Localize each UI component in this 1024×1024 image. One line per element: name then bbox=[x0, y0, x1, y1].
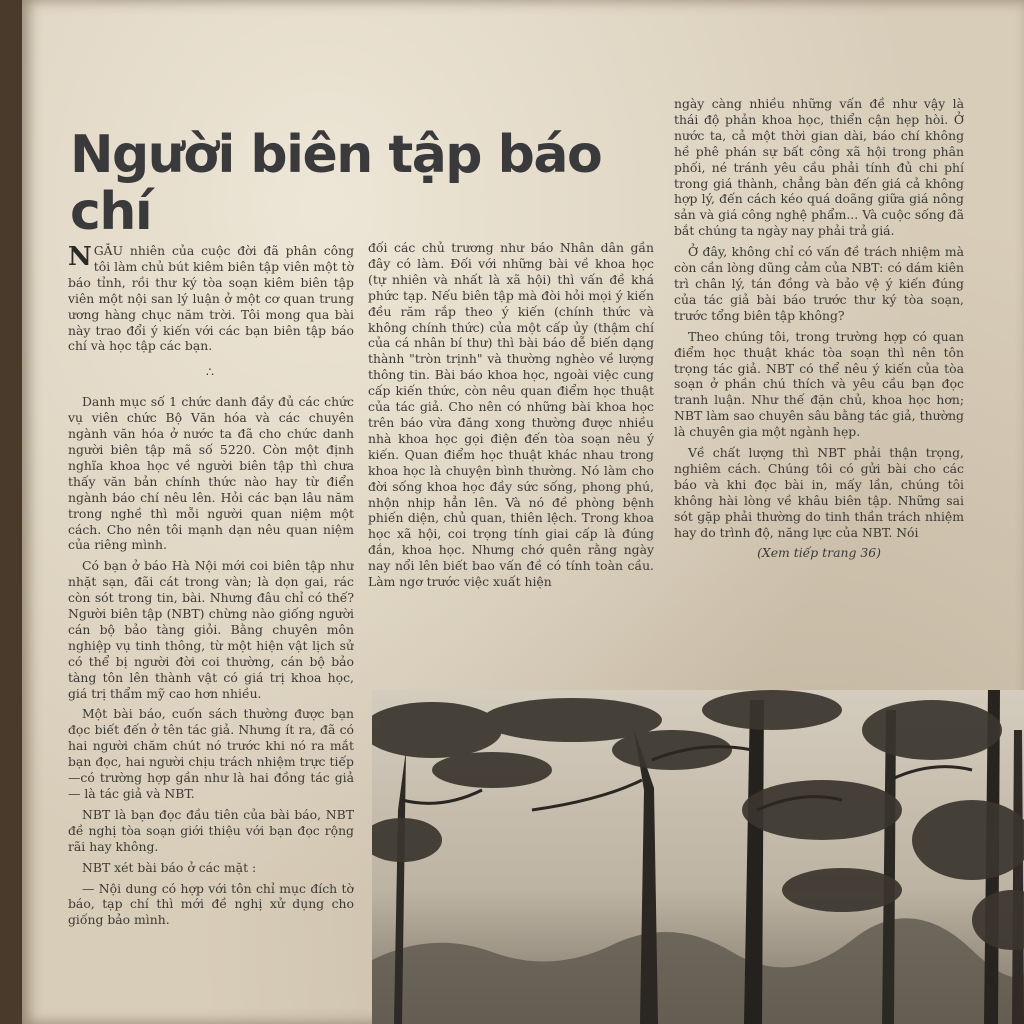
column-3 bbox=[674, 96, 964, 676]
intro-text: GẪU nhiên của cuộc đời đã phân công tôi làm chủ bút kiêm biên tập viên một tờ báo tỉnh, rồi thư ký tòa soạn kiêm biên tập viên một nội san lý luận ở một cơ quan trung ương hàng chục năm trời. Tôi mong qua bài này trao đổi ý kiến với các bạn biên tập báo chí và học tập các bạn. bbox=[68, 243, 354, 354]
drop-cap: N bbox=[68, 243, 92, 272]
body-paragraph: — Nội dung có hợp với tôn chỉ mục đích tờ báo, tạp chí thì mới đề nghị xử dụng cho giống bảo mình. bbox=[68, 880, 354, 928]
body-paragraph: đối các chủ trương như báo Nhân dân gần đây có làm. Đối với những bài về khoa học (tự nhiên và nhất là xã hội) thì vấn đề khá phức tạp. Nếu biên tập mà đòi hỏi mọi ý kiến đều răm rắp theo ý kiến (chính thức và không chính thức) của một cấp ủy (thậm chí của cá nhân bí thư) thì bài báo dễ biến dạng thành "tròn trịnh" và thường nghèo về lượng thông tin. Bài báo khoa học, ngoài việc cung cấp kiến thức, còn nêu quan điểm học thuật của tác giả. Cho nên có những bài khoa học trên báo vừa đăng xong thường được nhiều nhà khoa học gọi điện đến tòa soạn nêu ý kiến. Quan điểm học thuật khác nhau trong khoa học là chuyện bình thường. Nó làm cho đời sống khoa học đầy sức sống, phong phú, nhộn nhịp hẳn lên. Và nó đề phòng bệnh phiến diện, chủ quan, thiên lệch. Trong khoa học xã hội, coi trọng tính giai cấp là đúng đắn, khoa học. Nhưng chớ quên rằng ngày nay nổi lên biết bao vấn đề có tính toàn cầu. Làm ngơ trước việc xuất hiện bbox=[368, 240, 654, 590]
newspaper-page bbox=[22, 0, 1024, 1024]
body-paragraph: Một bài báo, cuốn sách thường được bạn đọc biết đến ở tên tác giả. Nhưng ít ra, đã có hai người chăm chút nó trước khi nó ra mắt bạn đọc, hai người chịu trách nhiệm trực tiếp—có trường hợp gần như là hai đồng tác giả — là tác giả và NBT. bbox=[68, 706, 354, 801]
body-paragraph: Có bạn ở báo Hà Nội mới coi biên tập như nhặt sạn, đãi cát trong vàn; là dọn gai, rác còn sót trong tin, bài. Nhưng đâu chỉ có thế? Người biên tập (NBT) chừng nào giống người cán bộ bảo tàng giỏi. Bằng chuyên môn nghiệp vụ tinh thông, từ một hiện vật lịch sử có thể bị người đời coi thường, cán bộ bảo tàng tôn lên thành vật có giá trị khoa học, giá trị thẩm mỹ cao hơn nhiều. bbox=[68, 558, 354, 701]
section-separator: ∴ bbox=[206, 364, 216, 380]
continued-note: (Xem tiếp trang 36) bbox=[757, 545, 881, 561]
body-paragraph: NBT là bạn đọc đầu tiên của bài báo, NBT đề nghị tòa soạn giới thiệu với bạn đọc rộng rãi hay không. bbox=[68, 806, 354, 854]
article-title: Người biên tập báo chí bbox=[70, 124, 602, 243]
intro-paragraph bbox=[68, 243, 354, 354]
body-paragraph: Danh mục số 1 chức danh đầy đủ các chức vụ viên chức Bộ Văn hóa và các chuyên ngành văn hóa ở nước ta đã cho chức danh người biên tập mã số 5220. Còn một định nghĩa khoa học về người biên tập thì chưa thấy văn bản chính thức nào hay từ điển ngành báo chí nêu lên. Hỏi các bạn lâu năm trong nghề thì mỗi người quan niệm một cách. Cho nên tôi mạnh dạn nêu quan niệm của riêng mình. bbox=[68, 394, 354, 553]
body-paragraph: Theo chúng tôi, trong trường hợp có quan điểm học thuật khác tòa soạn thì nên tôn trọng tác giả. NBT có thể nêu ý kiến của tòa soạn ở phần chú thích và yêu cầu bạn đọc tranh luận. Như thế đặn chủ, khoa học hơn; NBT làm sao chuyên sâu bằng tác giả, thường là chuyên gia một ngành hẹp. bbox=[674, 328, 964, 440]
body-paragraph: NBT xét bài báo ở các mặt : bbox=[82, 859, 257, 875]
pine-forest-photo bbox=[372, 690, 1024, 1024]
body-paragraph: Về chất lượng thì NBT phải thận trọng, nghiêm cách. Chúng tôi có gửi bài cho các báo và khi đọc bài in, mấy lần, chúng tôi không hài lòng về khâu biên tập. Những sai sót gặp phải thường do tinh thần trách nhiệm hay do trình độ, năng lực của NBT. Nói bbox=[674, 445, 964, 540]
body-paragraph: Ở đây, không chỉ có vấn đề trách nhiệm mà còn cần lòng dũng cảm của NBT: có dám kiên trì chân lý, tán đồng và bảo vệ ý kiến đúng của tác giả bài báo trước thư ký tòa soạn, trước tổng biên tập không? bbox=[674, 244, 964, 323]
body-paragraph: ngày càng nhiều những vấn đề như vậy là thái độ phản khoa học, thiển cận hẹp hòi. Ở nước ta, cả một thời gian dài, báo chí không hề phê phán sự bất công xã hội trong phân phối, né tránh yêu cầu phải tính đủ chi phí trong giá thành, chẳng bàn đến giá cả không hợp lý, đến cách kéo quá doãng giữa giá nông sản và giá công nghệ phẩm... Và cuộc sống đã bắt chúng ta ngày nay phải trả giá. bbox=[674, 96, 964, 239]
column-1 bbox=[68, 243, 354, 1024]
column-2 bbox=[368, 240, 654, 680]
pine-forest-illustration bbox=[372, 690, 1024, 1024]
